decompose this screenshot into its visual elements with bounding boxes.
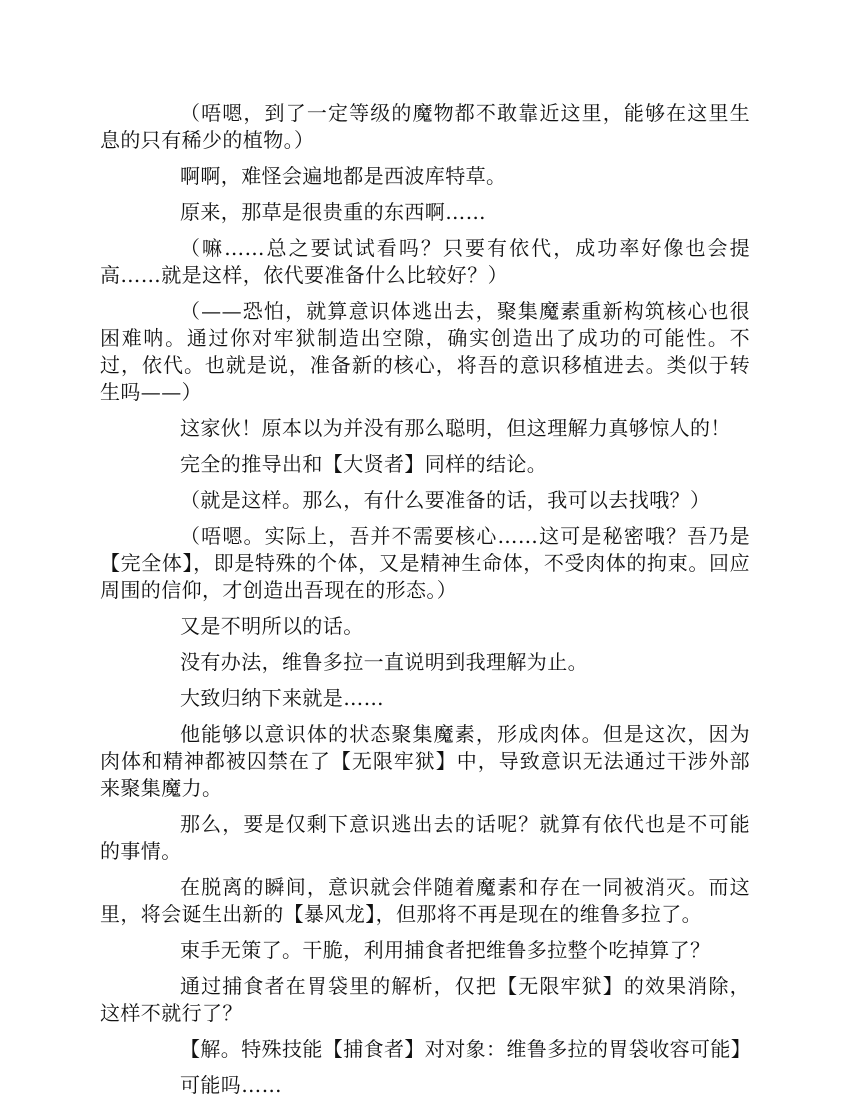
paragraph: （唔嗯。实际上，吾并不需要核心……这可是秘密哦？吾乃是【完全体】，即是特殊的个体，又是精神生命体，不受肉体的拘束。回应周围的信仰，才创造出吾现在的形态。） [100, 524, 750, 602]
paragraph: 原来，那草是很贵重的东西啊…… [180, 200, 486, 224]
text-body [100, 100, 750, 1108]
paragraph: 大致归纳下来就是…… [180, 686, 384, 710]
paragraph: 完全的推导出和【大贤者】同样的结论。 [180, 452, 548, 476]
paragraph: （嘛……总之要试试看吗？只要有依代，成功率好像也会提高……就是这样，依代要准备什么比较好？） [100, 236, 750, 287]
paragraph: 没有办法，维鲁多拉一直说明到我理解为止。 [180, 650, 588, 674]
paragraph: 【解。特殊技能【捕食者】对对象：维鲁多拉的胃袋收容可能】 [180, 1037, 752, 1061]
paragraph: （唔嗯，到了一定等级的魔物都不敢靠近这里，能够在这里生息的只有稀少的植物。） [100, 101, 750, 152]
paragraph: 那么，要是仅剩下意识逃出去的话呢？就算有依代也是不可能的事情。 [100, 812, 750, 863]
paragraph: 啊啊，难怪会遍地都是西波库特草。 [180, 164, 507, 188]
paragraph: 束手无策了。干脆，利用捕食者把维鲁多拉整个吃掉算了？ [180, 938, 711, 962]
paragraph: 又是不明所以的话。 [180, 614, 364, 638]
paragraph: 这家伙！原本以为并没有那么聪明，但这理解力真够惊人的！ [180, 416, 731, 440]
paragraph: （就是这样。那么，有什么要准备的话，我可以去找哦？） [180, 488, 711, 512]
paragraph: （——恐怕，就算意识体逃出去，聚集魔素重新构筑核心也很困难呐。通过你对牢狱制造出空隙，确实创造出了成功的可能性。不过，依代。也就是说，准备新的核心，将吾的意识移植进去。类似于转生吗——） [100, 299, 750, 404]
paragraph: 可能吗…… [180, 1073, 282, 1097]
paragraph: 通过捕食者在胃袋里的解析，仅把【无限牢狱】的效果消除，这样不就行了？ [100, 974, 750, 1025]
paragraph: 在脱离的瞬间，意识就会伴随着魔素和存在一同被消灭。而这里，将会诞生出新的【暴风龙】，但那将不再是现在的维鲁多拉了。 [100, 875, 750, 926]
paragraph: 他能够以意识体的状态聚集魔素，形成肉体。但是这次，因为肉体和精神都被囚禁在了【无限牢狱】中，导致意识无法通过干涉外部来聚集魔力。 [100, 722, 750, 800]
